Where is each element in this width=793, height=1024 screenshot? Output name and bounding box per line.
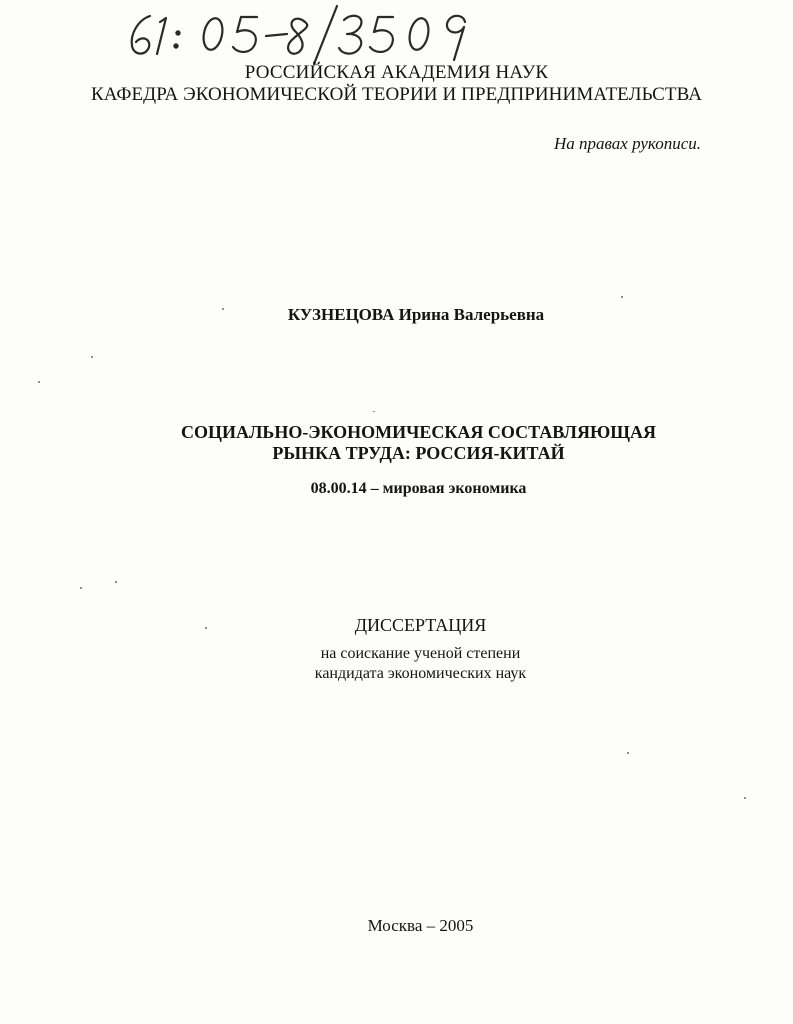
scan-speck: [205, 627, 207, 629]
organization-name: РОССИЙСКАЯ АКАДЕМИЯ НАУК: [244, 62, 549, 83]
degree-purpose-line-2: кандидата экономических наук: [314, 665, 527, 682]
department-name: КАФЕДРА ЭКОНОМИЧЕСКОЙ ТЕОРИИ И ПРЕДПРИНИМАТЕЛЬСТВА: [90, 84, 703, 105]
author-surname: КУЗНЕЦОВА: [287, 305, 395, 324]
author-name: [0, 305, 793, 325]
degree-purpose-line-1: на соискание ученой степени: [320, 645, 521, 662]
scan-speck: [744, 797, 746, 799]
title-line-2: РЫНКА ТРУДА: РОССИЯ-КИТАЙ: [272, 443, 565, 463]
title-line-1: СОЦИАЛЬНО-ЭКОНОМИЧЕСКАЯ СОСТАВЛЯЮЩАЯ: [181, 422, 656, 442]
specialty-code: 08.00.14 – мировая экономика: [310, 480, 527, 497]
scan-speck: [80, 587, 82, 589]
manuscript-rights-note: На правах рукописи.: [553, 134, 701, 153]
city-and-year: Москва – 2005: [367, 916, 474, 935]
scan-speck: [373, 411, 375, 412]
author-given-names: Ирина Валерьевна: [398, 305, 545, 324]
dissertation-label: ДИССЕРТАЦИЯ: [354, 615, 487, 635]
scan-speck: [91, 356, 93, 358]
archive-number-text: 61:05-8/3509: [0, 0, 6, 1]
scan-speck: [115, 581, 117, 583]
scan-speck: [222, 308, 224, 310]
scan-speck: [627, 752, 629, 754]
scan-speck: [38, 381, 40, 383]
scan-speck: [621, 296, 623, 298]
